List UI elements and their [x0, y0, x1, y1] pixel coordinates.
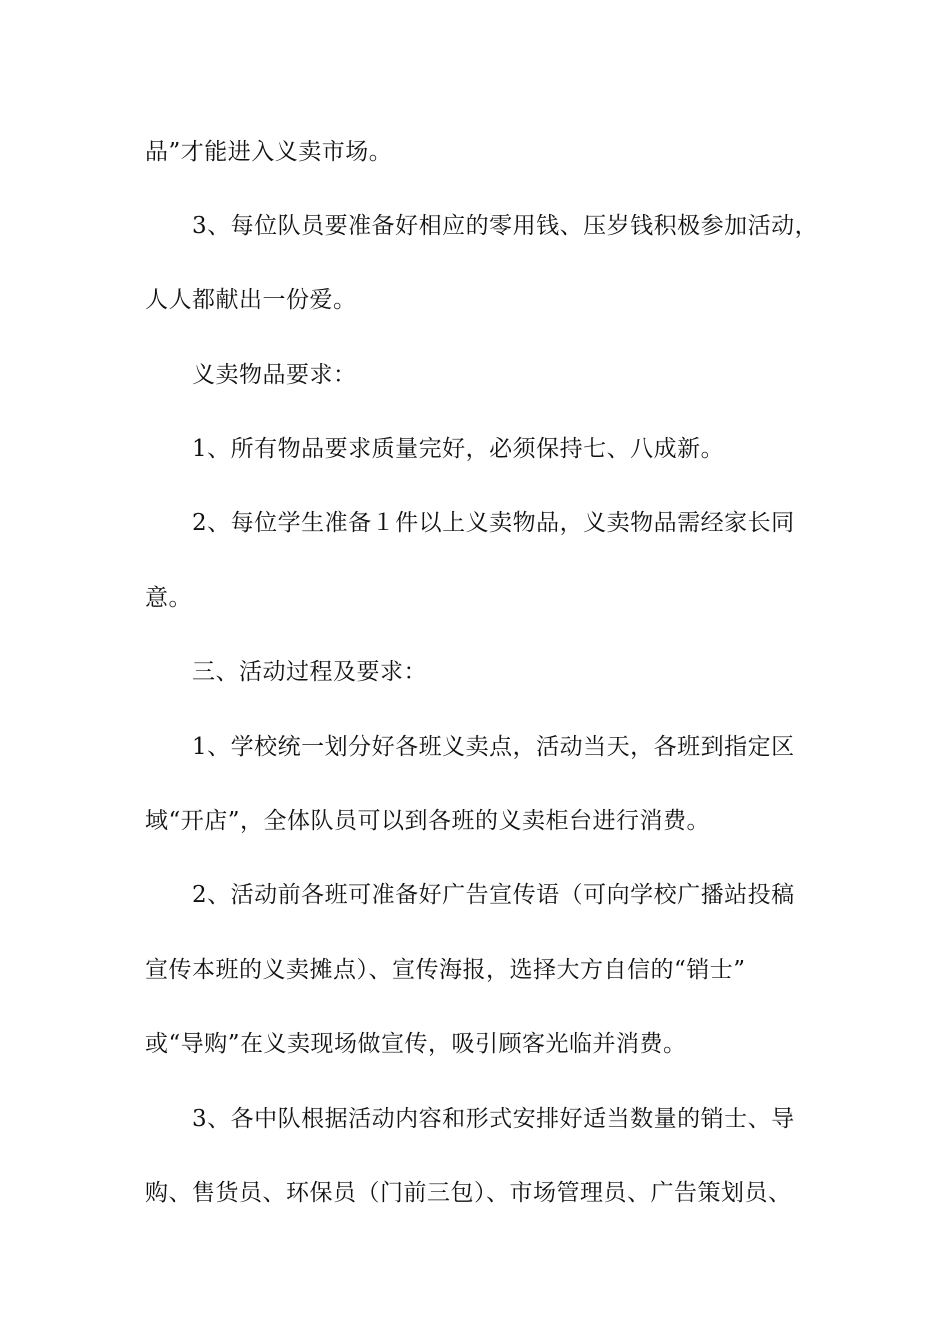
text-line: 1、学校统一划分好各班义卖点，活动当天，各班到指定区 [192, 734, 795, 760]
text-line: 意。 [145, 585, 192, 611]
section-heading: 义卖物品要求： [192, 362, 357, 388]
text-line: 3、各中队根据活动内容和形式安排好适当数量的销士、导 [192, 1106, 795, 1132]
text-line: 品”才能进入义卖市场。 [145, 139, 393, 165]
text-line: 域“开店”，全体队员可以到各班的义卖柜台进行消费。 [145, 808, 711, 834]
text-line: 人人都献出一份爱。 [145, 287, 357, 313]
text-line: 3、每位队员要准备好相应的零用钱、压岁钱积极参加活动， [192, 213, 819, 239]
text-line: 2、活动前各班可准备好广告宣传语（可向学校广播站投稿 [192, 882, 795, 908]
section-heading: 三、活动过程及要求： [192, 659, 427, 685]
text-line: 购、售货员、环保员（门前三包）、市场管理员、广告策划员、 [145, 1180, 792, 1206]
text-line: 2、每位学生准备１件以上义卖物品，义卖物品需经家长同 [192, 510, 795, 536]
text-line: 或“导购”在义卖现场做宣传，吸引顾客光临并消费。 [145, 1031, 687, 1057]
text-line: 1、所有物品要求质量完好，必须保持七、八成新。 [192, 436, 725, 462]
text-line: 宣传本班的义卖摊点）、宣传海报，选择大方自信的“销士” [145, 957, 746, 983]
